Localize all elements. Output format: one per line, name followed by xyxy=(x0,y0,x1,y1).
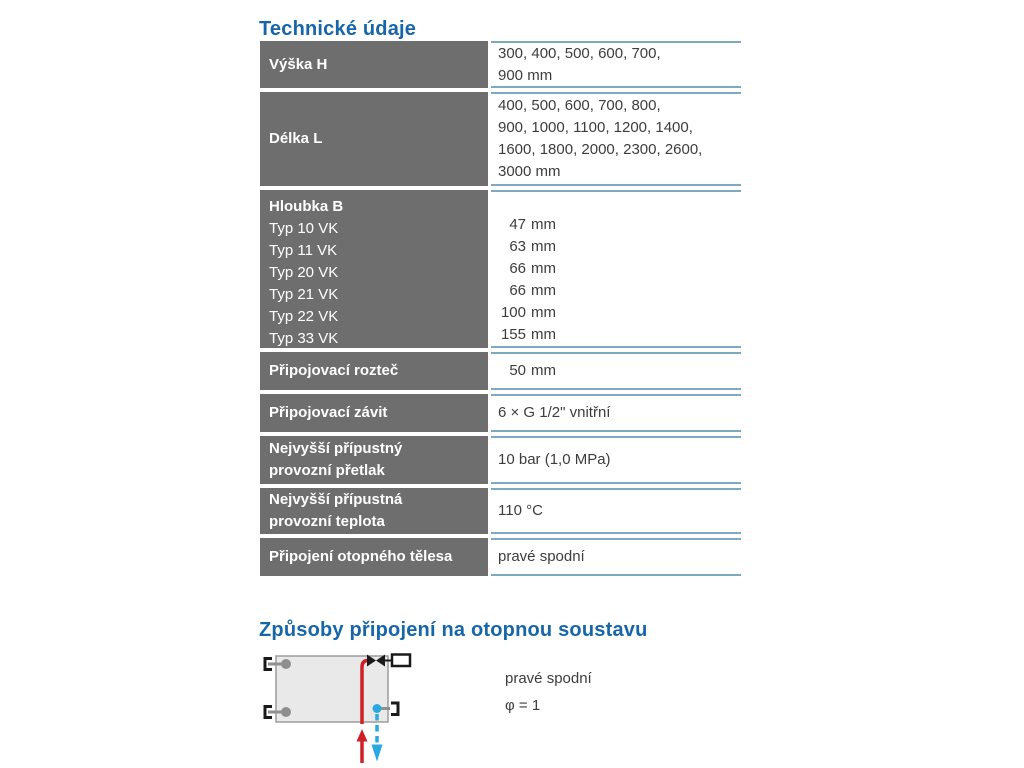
row-value: 50 mm xyxy=(491,352,741,390)
type-label: Typ 33 VK xyxy=(269,330,339,347)
row-label: Připojovací závit xyxy=(260,394,488,432)
radiator-connection-diagram xyxy=(255,645,470,768)
table-row-height xyxy=(260,41,742,88)
diagram-caption xyxy=(505,665,592,719)
row-value: 110 °C xyxy=(491,488,741,534)
row-label: Nejvyšší přípustná provozní teplota xyxy=(260,488,488,534)
type-label: Typ 10 VK xyxy=(269,220,339,237)
type-value: 47 mm xyxy=(509,216,556,233)
caption-connection-type: pravé spodní xyxy=(505,670,592,687)
table-row-depth xyxy=(260,190,742,348)
type-label: Typ 11 VK xyxy=(269,242,338,259)
row-value: 300, 400, 500, 600, 700, 900 mm xyxy=(491,41,741,88)
valve-actuator-icon xyxy=(392,655,410,667)
table-row-max-pressure xyxy=(260,436,742,484)
return-arrow-down-icon xyxy=(372,745,383,762)
row-value: pravé spodní xyxy=(491,538,741,576)
table-row-length xyxy=(260,92,742,186)
row-label: Připojení otopného tělesa xyxy=(260,538,488,576)
row-value xyxy=(491,190,741,348)
type-label: Typ 21 VK xyxy=(269,286,339,303)
row-label: Nejvyšší přípustný provozní přetlak xyxy=(260,436,488,484)
table-row-max-temperature xyxy=(260,488,742,534)
technical-data-title: Technické údaje xyxy=(259,18,417,41)
type-value: 66 mm xyxy=(509,260,556,277)
row-label: Hloubka B Typ 10 VK Typ 11 VK Typ 20 VK Typ 21 VK Typ 22 VK Typ 33 VK xyxy=(260,190,488,348)
supply-arrow-up-icon xyxy=(357,729,368,742)
type-label: Typ 20 VK xyxy=(269,264,339,281)
type-value: 155 mm xyxy=(500,326,556,343)
row-value: 6 × G 1/2" vnitřní xyxy=(491,394,741,432)
return-port xyxy=(373,704,382,713)
type-value: 100 mm xyxy=(500,304,556,321)
row-value: 10 bar (1,0 MPa) xyxy=(491,436,741,484)
caption-phi-value: φ = 1 xyxy=(505,697,541,714)
blank-line xyxy=(498,196,741,214)
row-value: 400, 500, 600, 700, 800, 900, 1000, 1100, 1200, 1400, 1600, 1800, 2000, 2300, 2600, 3000 mm xyxy=(491,92,741,186)
radiator-diagram-svg xyxy=(255,645,470,768)
table-row-pitch xyxy=(260,352,742,390)
type-value: 63 mm xyxy=(509,238,556,255)
type-value: 66 mm xyxy=(509,282,556,299)
type-label: Typ 22 VK xyxy=(269,308,339,325)
technical-data-table xyxy=(260,41,742,580)
plug-icon xyxy=(281,707,291,717)
plug-icon xyxy=(281,659,291,669)
table-row-thread xyxy=(260,394,742,432)
row-label: Délka L xyxy=(260,92,488,186)
radiator-body xyxy=(276,656,388,722)
connection-section-title: Způsoby připojení na otopnou soustavu xyxy=(259,619,648,642)
table-row-connection-type xyxy=(260,538,742,576)
row-label: Výška H xyxy=(260,41,488,88)
wall-bracket-icon xyxy=(391,703,398,715)
row-label: Připojovací rozteč xyxy=(260,352,488,390)
